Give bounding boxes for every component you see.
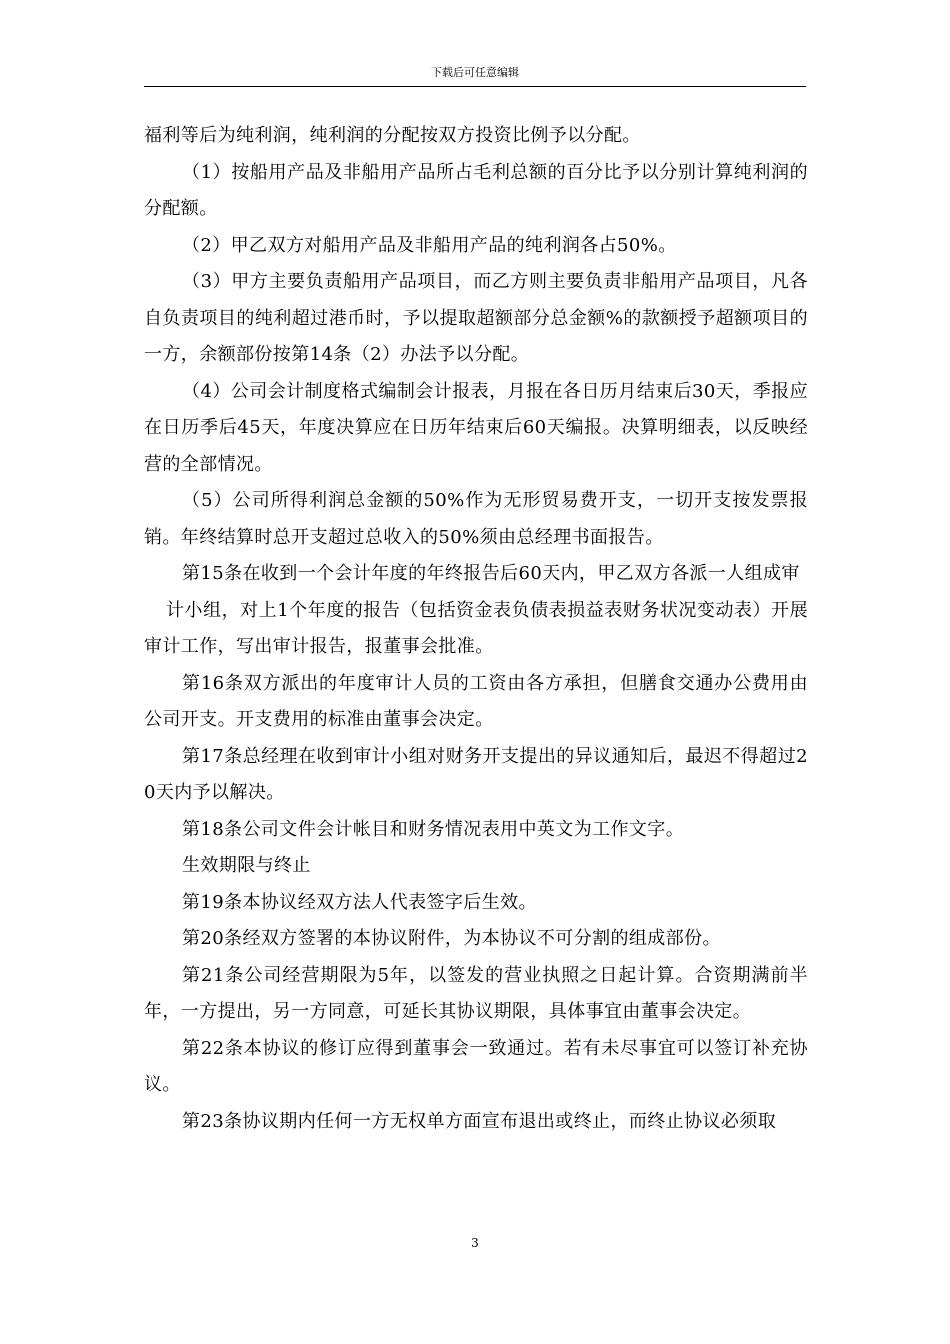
document-body <box>144 118 808 1140</box>
paragraph-article-20: 第20条经双方签署的本协议附件，为本协议不可分割的组成部份。 <box>182 928 721 949</box>
paragraph-item-5: （5）公司所得利润总金额的50%作为无形贸易费开支，一切开支按发票报销。年终结算时总开支超过总收入的50%须由总经理书面报告。 <box>144 490 808 548</box>
paragraph-article-19: 第19条本协议经双方法人代表签字后生效。 <box>182 891 537 913</box>
paragraph-article-16: 第16条双方派出的年度审计人员的工资由各方承担，但膳食交通办公费用由公司开支。开支费用的标准由董事会决定。 <box>144 672 808 730</box>
paragraph-article-22: 第22条本协议的修订应得到董事会一致通过。若有未尽事宜可以签订补充协议。 <box>144 1037 808 1095</box>
page-header: 下载后可任意编辑 <box>431 66 519 79</box>
paragraph-article-17: 第17条总经理在收到审计小组对财务开支提出的异议通知后，最迟不得超过20天内予以解决。 <box>144 745 808 803</box>
paragraph-item-1: （1）按船用产品及非船用产品所占毛利总额的百分比予以分别计算纯利润的分配额。 <box>144 161 808 219</box>
paragraph-item-2: （2）甲乙双方对船用产品及非船用产品的纯利润各占50%。 <box>182 234 677 256</box>
page-number: 3 <box>471 1236 479 1250</box>
paragraph-item-3: （3）甲方主要负责船用产品项目，而乙方则主要负责非船用产品项目，凡各自负责项目的纯利超过港币时，予以提取超额部分总金额%的款额授予超额项目的一方，余额部份按第14条（2）办法予以分配。 <box>144 271 808 365</box>
section-heading-term-termination: 生效期限与终止 <box>182 855 311 876</box>
paragraph-article-21: 第21条公司经营期限为5年，以签发的营业执照之日起计算。合资期满前半年，一方提出，另一方同意，可延长其协议期限，具体事宜由董事会决定。 <box>144 964 808 1022</box>
paragraph-article-15-continued: 计小组，对上1个年度的报告（包括资金表负债表损益表财务状况变动表）开展审计工作，写出审计报告，报董事会批准。 <box>144 599 808 657</box>
paragraph-article-15: 第15条在收到一个会计年度的年终报告后60天内，甲乙双方各派一人组成审 <box>182 563 800 584</box>
paragraph-profit-distribution: 福利等后为纯利润，纯利润的分配按双方投资比例予以分配。 <box>144 125 641 146</box>
paragraph-item-4: （4）公司会计制度格式编制会计报表，月报在各日历月结束后30天，季报应在日历季后45天，年度决算应在日历年结束后60天编报。决算明细表，以反映经营的全部情况。 <box>144 380 808 475</box>
paragraph-article-18: 第18条公司文件会计帐目和财务情况表用中英文为工作文字。 <box>182 818 685 840</box>
paragraph-article-23: 第23条协议期内任何一方无权单方面宣布退出或终止，而终止协议必须取 <box>182 1110 777 1132</box>
header-rule <box>144 86 806 87</box>
